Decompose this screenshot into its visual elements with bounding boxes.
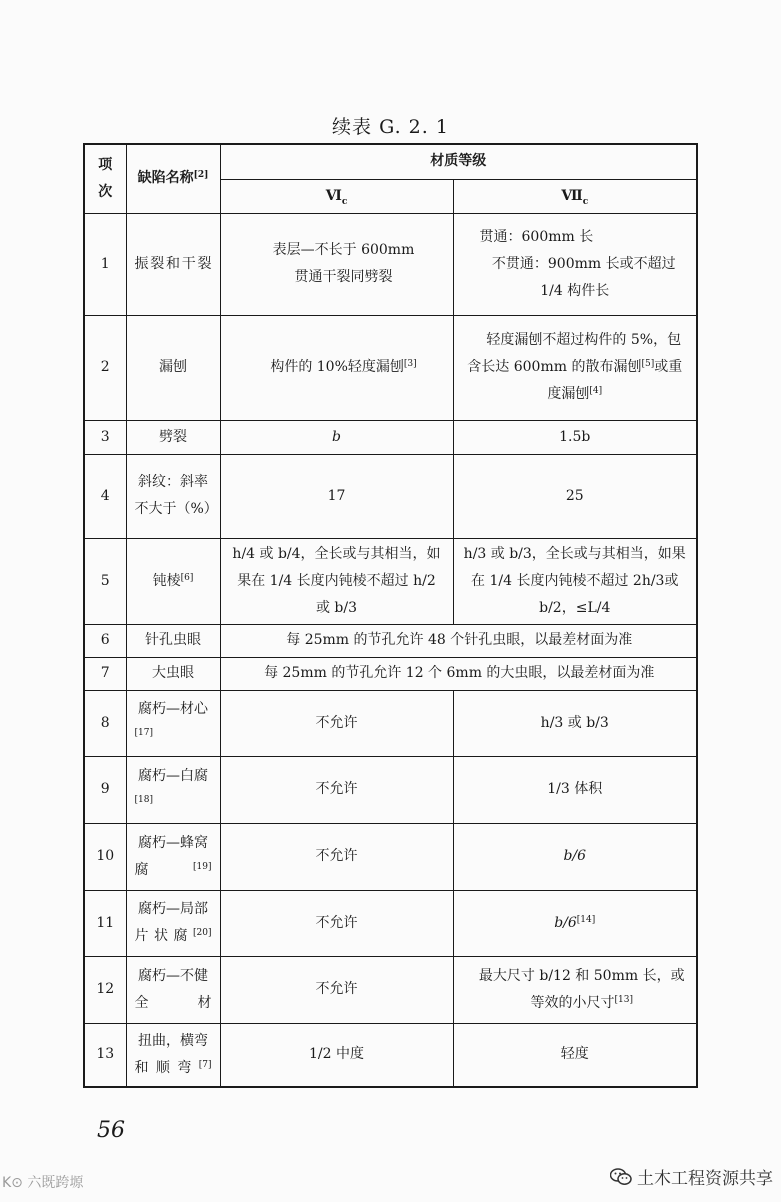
grade6-value: 构件的 10%轻度漏刨[3] [220, 315, 453, 420]
table-row [84, 756, 697, 823]
grade7-value: h/3 或 b/3，全长或与其相当，如果在 1/4 长度内钝棱不超过 2h/3或 b/2，≤L/4 [453, 538, 697, 624]
defect-name: 大虫眼 [126, 657, 220, 690]
grade6-value: 不允许 [220, 890, 453, 956]
table-row [84, 420, 697, 454]
grade7-value: 25 [453, 454, 697, 538]
row-index: 7 [84, 657, 126, 690]
grade6-value: 表层—不长于 600mm 贯通干裂同劈裂 [220, 213, 453, 315]
header-defect-name: 缺陷名称[2] [126, 144, 220, 213]
defect-name: 腐朽—局部片状腐[20] [126, 890, 220, 956]
table-row [84, 890, 697, 956]
header-grade-7c: $Ⅶ_c$ [453, 179, 697, 213]
table-row [84, 213, 697, 315]
row-index: 3 [84, 420, 126, 454]
defect-name: 振裂和干裂 [126, 213, 220, 315]
header-index: 项次 [84, 144, 126, 213]
defect-name: 漏刨 [126, 315, 220, 420]
grade7-value: 贯通：600mm 长 不贯通：900mm 长或不超过 1/4 构件长 [453, 213, 697, 315]
grade-table [83, 143, 698, 1088]
watermark-text: 土木工程资源共享 [637, 1169, 773, 1189]
defect-name: 劈裂 [126, 420, 220, 454]
row-index: 2 [84, 315, 126, 420]
grade6-value: 不允许 [220, 956, 453, 1023]
defect-name: 腐朽—材心[17] [126, 690, 220, 756]
defect-name: 腐朽—白腐[18] [126, 756, 220, 823]
table-row [84, 956, 697, 1023]
table-row [84, 454, 697, 538]
watermark-left: K⊙ 六既跨塬 [2, 1175, 84, 1191]
grade6-value: 不允许 [220, 756, 453, 823]
grade6-value: 17 [220, 454, 453, 538]
row-index: 12 [84, 956, 126, 1023]
table-row [84, 690, 697, 756]
defect-name: 扭曲，横弯和顺弯[7] [126, 1023, 220, 1087]
grade6-value: 1/2 中度 [220, 1023, 453, 1087]
wechat-icon [610, 1168, 632, 1186]
defect-name: 腐朽—不健全材 [126, 956, 220, 1023]
merged-value: 每 25mm 的节孔允许 48 个针孔虫眼，以最差材面为准 [220, 624, 697, 657]
row-index: 13 [84, 1023, 126, 1087]
row-index: 10 [84, 823, 126, 890]
header-grade-6c: $Ⅵ_c$ [220, 179, 453, 213]
grade6-value: b [220, 420, 453, 454]
table-caption: 续表 G. 2. 1 [332, 116, 449, 138]
row-index: 11 [84, 890, 126, 956]
grade7-value: h/3 或 b/3 [453, 690, 697, 756]
page-number: 56 [97, 1118, 125, 1143]
table-row [84, 1023, 697, 1087]
table-row [84, 823, 697, 890]
row-index: 1 [84, 213, 126, 315]
grade7-value: 1/3 体积 [453, 756, 697, 823]
grade7-value: b/6 [453, 823, 697, 890]
defect-name: 斜纹：斜率不大于（%） [126, 454, 220, 538]
grade7-value: b/6[14] [453, 890, 697, 956]
row-index: 5 [84, 538, 126, 624]
grade7-value: 1.5b [453, 420, 697, 454]
watermark-source [610, 1164, 773, 1189]
row-index: 8 [84, 690, 126, 756]
defect-name: 腐朽—蜂窝腐[19] [126, 823, 220, 890]
defect-name: 钝棱[6] [126, 538, 220, 624]
grade6-value: h/4 或 b/4，全长或与其相当，如果在 1/4 长度内钝棱不超过 h/2 或 b/3 [220, 538, 453, 624]
table-row [84, 538, 697, 624]
grade7-value: 轻度漏刨不超过构件的 5%，包含长达 600mm 的散布漏刨[5]或重度漏刨[4] [453, 315, 697, 420]
table-row [84, 624, 697, 657]
defect-name: 针孔虫眼 [126, 624, 220, 657]
row-index: 9 [84, 756, 126, 823]
row-index: 6 [84, 624, 126, 657]
grade6-value: 不允许 [220, 823, 453, 890]
header-grade-group: 材质等级 [220, 144, 697, 179]
merged-value: 每 25mm 的节孔允许 12 个 6mm 的大虫眼，以最差材面为准 [220, 657, 697, 690]
grade7-value: 最大尺寸 b/12 和 50mm 长，或等效的小尺寸[13] [453, 956, 697, 1023]
table-row [84, 657, 697, 690]
grade7-value: 轻度 [453, 1023, 697, 1087]
row-index: 4 [84, 454, 126, 538]
table-row [84, 315, 697, 420]
grade6-value: 不允许 [220, 690, 453, 756]
